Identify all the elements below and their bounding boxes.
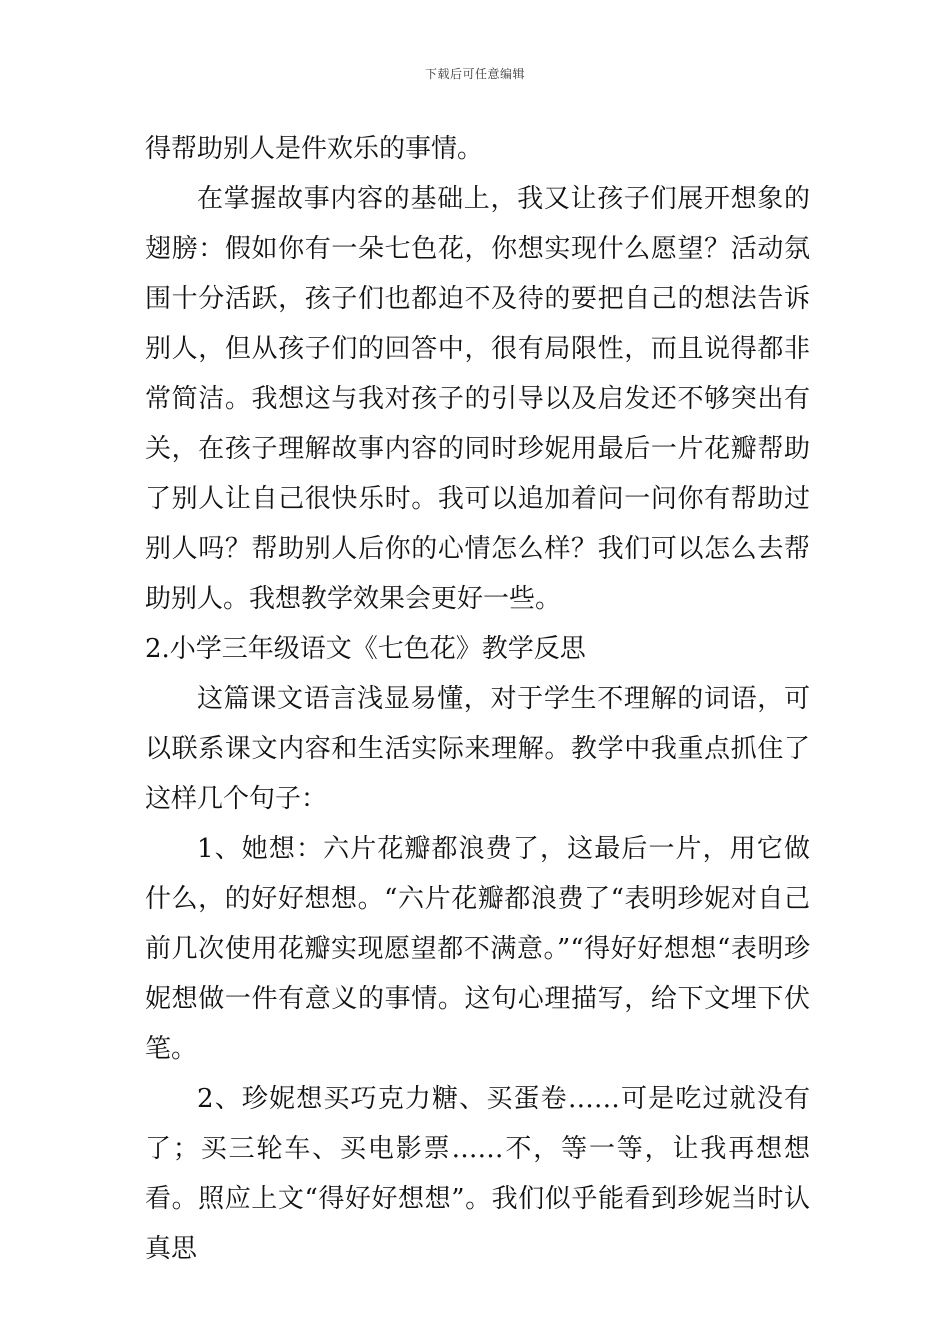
document-body: [145, 124, 810, 1274]
paragraph-4: 1、她想：六片花瓣都浪费了，这最后一片，用它做什么，的好好想想。“六片花瓣都浪费了“表明珍妮对自己前几次使用花瓣实现愿望都不满意。”“得好好想想“表明珍妮想做一件有意义的事情。这句心理描写，给下文埋下伏笔。: [145, 834, 810, 1064]
paragraph-5: 2、珍妮想买巧克力糖、买蛋卷……可是吃过就没有了；买三轮车、买电影票……不，等一等，让我再想想看。照应上文“得好好想想”。我们似乎能看到珍妮当时认真思: [145, 1084, 810, 1264]
paragraph-1: 得帮助别人是件欢乐的事情。: [145, 134, 484, 164]
paragraph-2: 在掌握故事内容的基础上，我又让孩子们展开想象的翅膀：假如你有一朵七色花，你想实现什么愿望？活动氛围十分活跃，孩子们也都迫不及待的要把自己的想法告诉别人，但从孩子们的回答中，很有局限性，而且说得都非常简洁。我想这与我对孩子的引导以及启发还不够突出有关，在孩子理解故事内容的同时珍妮用最后一片花瓣帮助了别人让自己很快乐时。我可以追加着问一问你有帮助过别人吗？帮助别人后你的心情怎么样？我们可以怎么去帮助别人。我想教学效果会更好一些。: [145, 184, 810, 614]
paragraph-3: 这篇课文语言浅显易懂，对于学生不理解的词语，可以联系课文内容和生活实际来理解。教学中我重点抓住了这样几个句子：: [145, 684, 810, 814]
page-header: 下载后可任意编辑: [424, 67, 525, 81]
section-heading: 2.小学三年级语文《七色花》教学反思: [145, 634, 586, 664]
